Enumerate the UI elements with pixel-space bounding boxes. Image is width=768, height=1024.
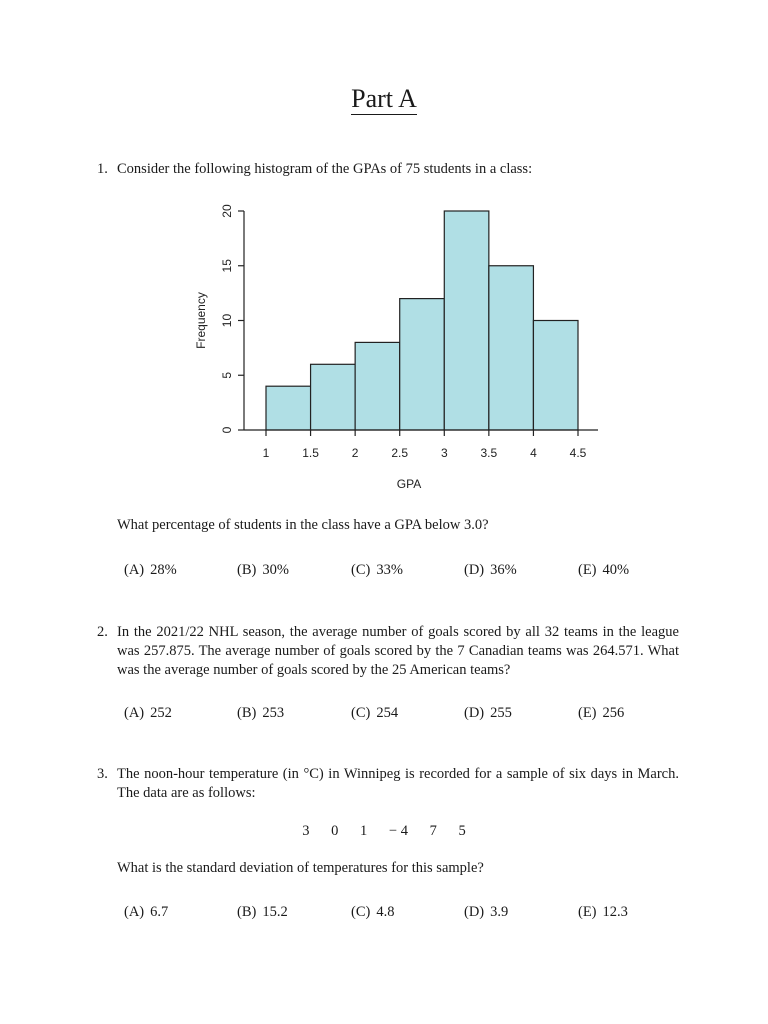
histogram-bar [400, 299, 445, 430]
histogram-bar [444, 211, 489, 430]
question-2 [0, 623, 768, 683]
x-tick-label: 1.5 [302, 446, 319, 460]
x-axis-title: GPA [396, 477, 422, 491]
option-c[interactable] [351, 705, 398, 722]
option-value: 3.9 [490, 904, 509, 920]
option-a[interactable] [124, 904, 168, 921]
question-1 [0, 160, 768, 180]
y-axis-title: Frequency [194, 292, 209, 349]
option-a[interactable] [124, 562, 177, 579]
x-tick-label: 2 [351, 446, 359, 460]
data-value: − 4 [388, 823, 408, 839]
x-tick-label: 3 [440, 446, 448, 460]
option-label: (A) [124, 904, 145, 920]
y-tick-label: 0 [220, 426, 235, 434]
option-value: 12.3 [602, 904, 628, 920]
option-value: 252 [150, 705, 172, 721]
option-label: (B) [237, 904, 257, 920]
data-value: 7 [429, 823, 437, 839]
option-c[interactable] [351, 562, 403, 579]
option-label: (E) [578, 705, 597, 721]
x-tick-label: 2.5 [391, 446, 409, 460]
option-d[interactable] [464, 904, 508, 921]
option-e[interactable] [578, 705, 624, 722]
option-value: 40% [602, 562, 630, 578]
option-b[interactable] [237, 562, 289, 579]
option-label: (E) [578, 562, 597, 578]
page-title: Part A [351, 84, 417, 113]
option-b[interactable] [237, 904, 288, 921]
option-label: (A) [124, 562, 145, 578]
y-tick-label: 5 [220, 371, 235, 379]
histogram-bar [533, 321, 578, 431]
option-value: 255 [490, 705, 512, 721]
question-number: 1. [97, 161, 108, 177]
y-tick-label: 10 [220, 313, 235, 328]
option-value: 254 [376, 705, 399, 721]
option-label: (D) [464, 705, 485, 721]
option-label: (C) [351, 705, 371, 721]
data-value: 3 [302, 823, 310, 839]
option-value: 253 [262, 705, 285, 721]
histogram-bar [311, 364, 356, 430]
temperature-data [0, 823, 768, 840]
option-d[interactable] [464, 705, 512, 722]
y-tick-label: 15 [220, 259, 235, 273]
option-value: 4.8 [376, 904, 395, 920]
option-value: 6.7 [150, 904, 169, 920]
answer-options [124, 904, 684, 924]
option-value: 256 [602, 705, 625, 721]
option-label: (D) [464, 904, 485, 920]
histogram-bar [355, 342, 400, 430]
option-label: (C) [351, 562, 371, 578]
x-tick-label: 3.5 [480, 446, 498, 460]
option-c[interactable] [351, 904, 394, 921]
question-number: 2. [97, 624, 108, 640]
option-value: 36% [490, 562, 517, 578]
x-tick-label: 4 [530, 446, 537, 460]
data-value: 5 [458, 823, 466, 839]
question-prompt: What percentage of students in the class have a GPA below 3.0? [117, 517, 489, 533]
x-tick-label: 1 [262, 446, 270, 460]
option-label: (A) [124, 705, 145, 721]
gpa-histogram [186, 195, 602, 497]
option-e[interactable] [578, 904, 628, 921]
histogram-bar [266, 386, 311, 430]
option-a[interactable] [124, 705, 172, 722]
histogram-bar [489, 266, 534, 430]
question-text: Consider the following histogram of the GPAs of 75 students in a class: [117, 161, 533, 177]
answer-options [124, 562, 684, 582]
option-value: 30% [262, 562, 289, 578]
option-label: (C) [351, 904, 371, 920]
question-3 [0, 765, 768, 805]
option-b[interactable] [237, 705, 284, 722]
question-text: In the 2021/22 NHL season, the average number of goals scored by all 32 teams in the league was 257.875. The average number of goals scored by the 7 Canadian teams was 264.571. What was the average number of goals scored by the 25 American teams? [117, 624, 679, 678]
data-value: 0 [331, 823, 339, 839]
option-label: (B) [237, 562, 257, 578]
question-text: The noon-hour temperature (in °C) in Winnipeg is recorded for a sample of six days in March. The data are as follows: [117, 766, 679, 801]
answer-options [124, 705, 684, 725]
question-prompt: What is the standard deviation of temperatures for this sample? [117, 860, 484, 876]
option-label: (B) [237, 705, 257, 721]
x-tick-label: 4.5 [569, 446, 587, 460]
data-value: 1 [360, 823, 368, 839]
option-value: 15.2 [262, 904, 288, 920]
option-label: (E) [578, 904, 597, 920]
y-tick-label: 20 [220, 204, 235, 218]
option-value: 28% [150, 562, 177, 578]
question-number: 3. [97, 766, 108, 782]
option-label: (D) [464, 562, 485, 578]
option-e[interactable] [578, 562, 629, 579]
option-d[interactable] [464, 562, 517, 579]
option-value: 33% [376, 562, 403, 578]
